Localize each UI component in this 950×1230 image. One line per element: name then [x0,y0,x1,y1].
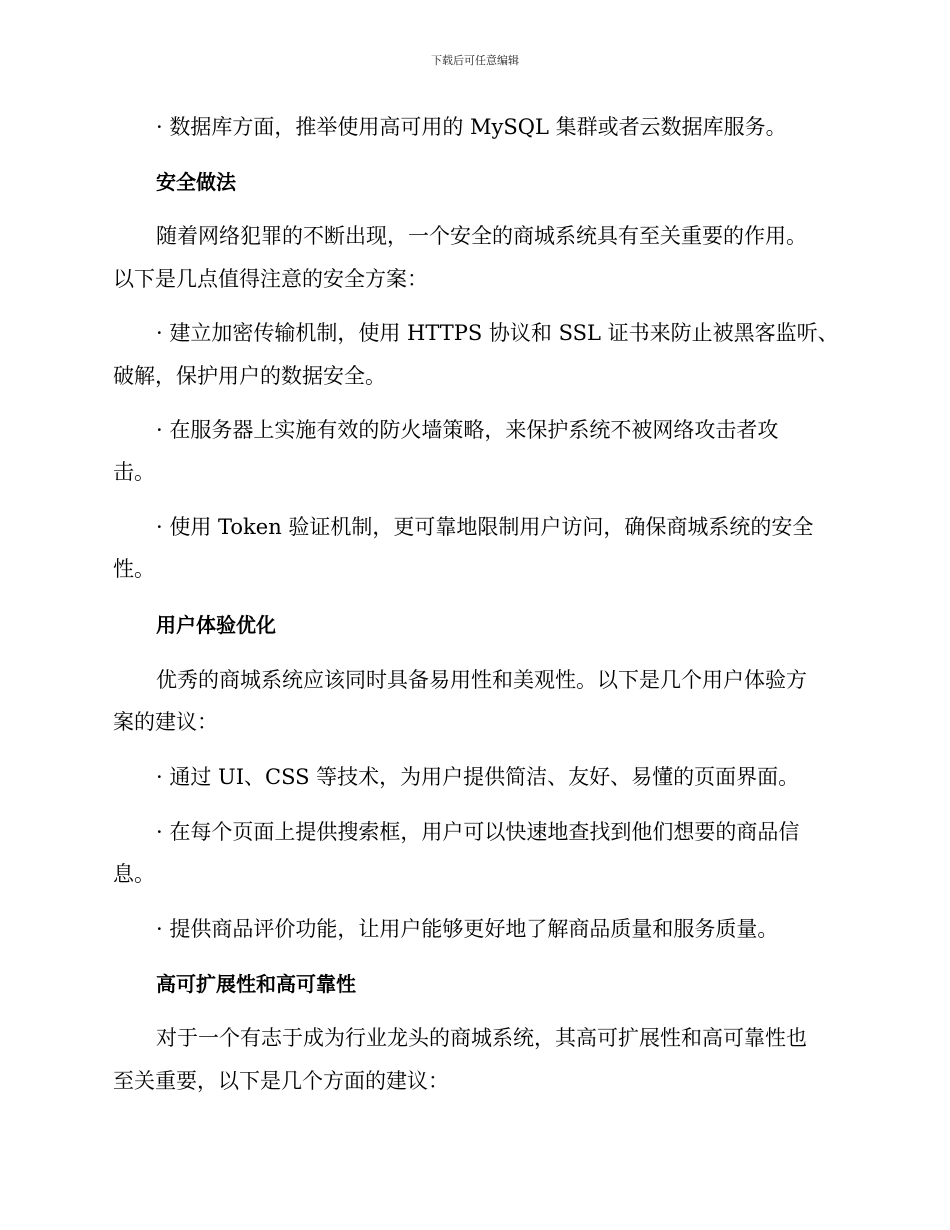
bullet-firewall-line-1: · 在服务器上实施有效的防火墙策略，来保护系统不被网络攻击者攻 [156,418,779,442]
paragraph-ux-intro-line-1: 优秀的商城系统应该同时具备易用性和美观性。以下是几个用户体验方 [156,668,807,692]
bullet-token-line-1: · 使用 Token 验证机制，更可靠地限制用户访问，确保商城系统的安全 [156,515,814,539]
heading-scalability-reliability: 高可扩展性和高可靠性 [156,972,356,996]
bullet-https-line-2: 破解，保护用户的数据安全。 [113,364,386,388]
page-header: 下载后可任意编辑 [431,54,519,67]
bullet-search-line-1: · 在每个页面上提供搜索框，用户可以快速地查找到他们想要的商品信 [156,820,800,844]
bullet-https-line-1: · 建立加密传输机制，使用 HTTPS 协议和 SSL 证书来防止被黑客监听、 [156,321,839,345]
bullet-firewall-line-2: 击。 [113,460,155,484]
heading-security: 安全做法 [156,170,236,194]
bullet-database: · 数据库方面，推举使用高可用的 MySQL 集群或者云数据库服务。 [156,115,787,139]
bullet-ui-css: · 通过 UI、CSS 等技术，为用户提供简洁、友好、易懂的页面界面。 [156,765,800,789]
paragraph-security-intro-line-1: 随着网络犯罪的不断出现，一个安全的商城系统具有至关重要的作用。 [156,224,807,248]
bullet-search-line-2: 息。 [113,862,155,886]
bullet-token-line-2: 性。 [113,557,155,581]
bullet-reviews: · 提供商品评价功能，让用户能够更好地了解商品质量和服务质量。 [156,917,779,941]
paragraph-scalability-line-2: 至关重要，以下是几个方面的建议： [113,1069,449,1093]
heading-user-experience: 用户体验优化 [156,613,276,637]
paragraph-scalability-line-1: 对于一个有志于成为行业龙头的商城系统，其高可扩展性和高可靠性也 [156,1026,807,1050]
paragraph-ux-intro-line-2: 案的建议： [113,710,218,734]
paragraph-security-intro-line-2: 以下是几点值得注意的安全方案： [113,267,428,291]
